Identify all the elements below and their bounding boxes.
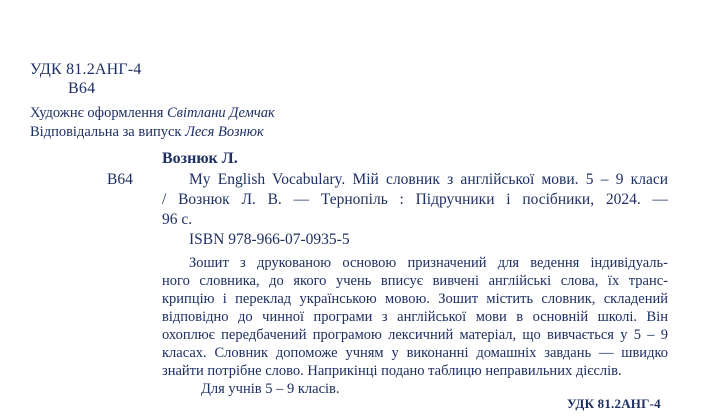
abstract-line-5: охоплює передбачений програмою лексичний матеріал, що вивчається у 5 – 9 <box>162 327 668 343</box>
udk-code-bottom: УДК 81.2АНГ-4 <box>567 396 661 411</box>
design-credit-label: Художнє оформлення <box>30 105 168 121</box>
abstract-line-1: Зошит з друкованою основою призначений для ведення індивідуаль- <box>189 255 668 271</box>
entry-line-1: My English Vocabulary. Мій словник з англійської мови. 5 – 9 класи <box>189 171 668 188</box>
abstract-line-2: ного словника, до якого учень вписує вивчені англійські слова, їх транс- <box>162 273 668 289</box>
entry-line-3: 96 с. <box>162 211 193 228</box>
udk-code: УДК 81.2АНГ-4 <box>30 61 142 78</box>
responsible-name: Леся Вознюк <box>185 124 264 140</box>
abstract-line-6: класах. Словник допоможе учням у виконанні домашніх завдань — швидко <box>162 345 668 361</box>
entry-code: В64 <box>107 171 133 188</box>
responsible-credit <box>30 125 264 140</box>
responsible-credit-label: Відповідальна за випуск <box>30 124 186 140</box>
entry-line-2: / Вознюк Л. В. — Тернопіль : Підручники і посібники, 2024. — <box>162 191 668 208</box>
abstract-line-7: знайти потрібне слово. Наприкінці подано таблицю неправильних дієслів. <box>162 363 622 379</box>
abstract-line-4: відповідно до чинної програми з англійської мови в основній школі. Він <box>162 309 668 325</box>
isbn: ISBN 978-966-07-0935-5 <box>189 231 350 248</box>
entry-author: Вознюк Л. <box>162 150 238 167</box>
designer-name: Світлани Демчак <box>167 105 275 121</box>
library-code: В64 <box>68 80 96 97</box>
audience: Для учнів 5 – 9 класів. <box>201 381 340 397</box>
design-credit <box>30 106 275 121</box>
abstract-line-3: крипцію і переклад українською мовою. Зошит містить словник, складений <box>162 291 668 307</box>
